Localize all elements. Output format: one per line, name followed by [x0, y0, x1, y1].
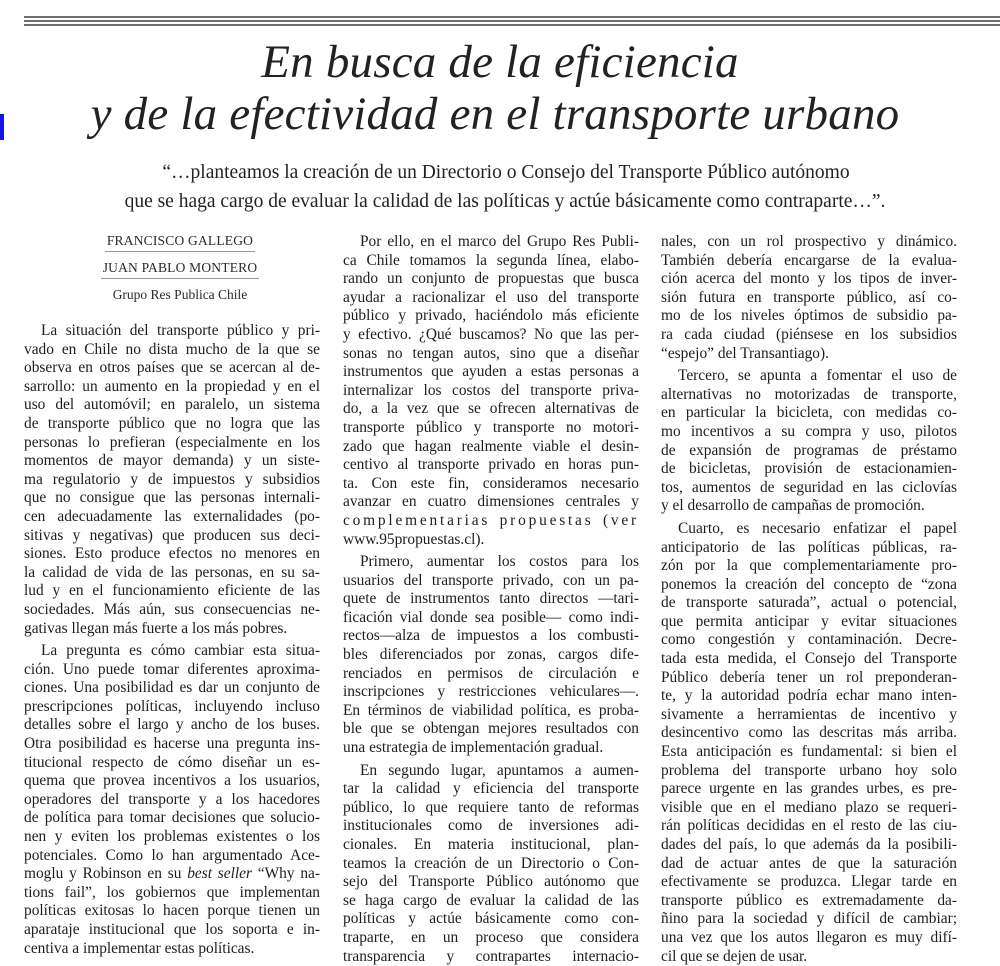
- text-line: políticas y actúe básicamente como con-: [343, 910, 639, 928]
- text-line: operadores del transporte y a los hacedores: [24, 790, 320, 808]
- text-line: sonas no tengan autos, sino que a diseñar: [343, 344, 639, 362]
- text-line: de expansión de programas de préstamo: [661, 441, 957, 459]
- header-rules: [24, 16, 1000, 28]
- text-line: de política para tomar decisiones que solucio-: [24, 809, 320, 827]
- text-line: la calidad de vida de las personas, en su sa-: [24, 563, 320, 581]
- text-line: mo de los niveles óptimos de subsidio pa-: [661, 307, 957, 325]
- text-line: aparataje institucional que los soporta e in-: [24, 921, 320, 938]
- text-line: internalizar los costos del transporte priva-: [343, 381, 639, 399]
- pull-quote-line-2: que se haga cargo de evaluar la calidad de las políticas y actúe básicamente como contraparte…”.: [124, 191, 886, 212]
- italic-book-term: best seller: [187, 865, 252, 883]
- text-line: transporte público es extremadamente da-: [661, 891, 957, 909]
- text-line: dades del país, lo que además da la posibili-: [661, 836, 957, 853]
- text-line: Esta anticipación es fundamental: si bien el: [661, 743, 957, 761]
- text-line: ma regulatorio y de impuestos y subsidios: [24, 470, 320, 488]
- text-line: instrumentos que ayuden a estas personas a: [343, 363, 639, 381]
- title-line-2: y de la efectividad en el transporte urbano: [90, 88, 900, 140]
- rule-line: [24, 20, 1000, 22]
- text-line: sociedades. Más aún, sus consecuencias ne-: [24, 600, 320, 618]
- byline: [30, 233, 330, 303]
- text-line: centiva a implementar estas políticas.: [24, 939, 255, 957]
- text-line: uso del automóvil; en paralelo, un sistema: [24, 396, 320, 414]
- text-line: que no consigue que las personas internali-: [24, 489, 320, 507]
- text-line: sión futura en transporte público, así co-: [661, 288, 957, 306]
- text-line: ra cada ciudad (piénsese en los subsidios: [661, 325, 957, 343]
- text-line: momentos de mayor demanda) y un siste-: [24, 452, 320, 470]
- text-line: ponemos la creación del concepto de “zona: [661, 575, 957, 593]
- text-line: transporte público y transporte no motori-: [343, 418, 639, 436]
- text-line: público, lo que requiere tanto de reformas: [343, 798, 639, 816]
- text-line: rán políticas decididas en el resto de las ciu-: [661, 817, 957, 835]
- text-line: [24, 865, 320, 884]
- text-line: complementarias propuestas (ver: [343, 511, 639, 529]
- text-line: prescripciones políticas, incluyendo incluso: [24, 697, 320, 715]
- text-line: Otra posibilidad es hacerse una pregunta ins-: [24, 735, 320, 753]
- text-line: quete de instrumentos tanto directos —tari-: [343, 590, 639, 608]
- text-line: siones. Esto produce efectos no menores en: [24, 545, 320, 563]
- text-line: una estrategia de implementación gradual.: [343, 739, 604, 757]
- author-name: JUAN PABLO MONTERO: [101, 260, 260, 279]
- text-line: que permita anticipar y evitar situaciones: [661, 612, 957, 630]
- rule-line: [24, 24, 1000, 26]
- text-line: de transporte público que no logra que las: [24, 414, 320, 432]
- author-affiliation: Grupo Res Publica Chile: [112, 287, 248, 302]
- text-line: ta. Con este fin, consideramos necesario: [343, 474, 639, 492]
- text-line: rando un conjunto de propuestas que busca: [343, 270, 639, 288]
- text-line: y el desarrollo de campañas de promoción.: [661, 497, 925, 515]
- text-line: personas lo prefieran (especialmente en los: [24, 433, 320, 451]
- text-line: inscripciones y restricciones vehiculares—.: [343, 683, 639, 701]
- text-line: titucional respecto de cómo diseñar un es-: [24, 753, 320, 771]
- text-line: alternativas no motorizadas de transporte,: [661, 385, 957, 403]
- text-line: efectivamente se produzca. Llegar tarde en: [661, 873, 957, 891]
- article-title: [0, 36, 1000, 140]
- text-line: quema que provea incentivos a los usuarios,: [24, 772, 320, 790]
- text-line: transparencia y contrapartes internacio-: [343, 947, 639, 965]
- text-line: Primero, aumentar los costos para los: [360, 553, 639, 571]
- text-line: visible que en el mediano plazo se requeri-: [661, 798, 957, 816]
- text-line: en particular la bicicleta, con medidas co-: [661, 404, 957, 422]
- text-line: bles diferenciados por zonas, cargos dife-: [343, 646, 639, 664]
- text-line: zón por la que complementariamente pro-: [661, 557, 957, 575]
- text-line: te, y la autoridad podría echar mano inten-: [661, 687, 957, 705]
- text-line: políticas exitosas lo hacen porque tienen un: [24, 902, 320, 920]
- text-line: gativas llegan más fuerte a los más pobres.: [24, 619, 288, 637]
- text-line: cionales. En materia institucional, plan-: [343, 836, 639, 853]
- text-line: teamos la creación de un Directorio o Con-: [343, 854, 639, 872]
- text-line: parece urgente en las grandes urbes, es pre-: [661, 780, 957, 798]
- text-line: problema del transporte urbano hoy solo: [661, 761, 957, 779]
- text-line: “espejo” del Transantiago).: [661, 344, 829, 362]
- text-line: de bicicletas, provisión de estacionamien-: [661, 460, 957, 478]
- article-column-2: [343, 233, 639, 966]
- text-line: y efectivo. ¿Qué buscamos? No que las per-: [343, 325, 639, 343]
- text-line: Público debería tener un rol preponderan-: [661, 668, 957, 686]
- pull-quote: [0, 158, 1000, 216]
- text-line: una vez que los autos llegaron es muy difí-: [661, 928, 957, 946]
- text-line: sarrollo: un aumento en la propiedad y en el: [24, 377, 320, 395]
- text-line: ción. Uno puede tomar diferentes aproxima-: [24, 660, 320, 678]
- text-line: ble que se obtengan mejores resultados con: [343, 720, 639, 738]
- text-line: usuarios del transporte privado, con un pa-: [343, 571, 639, 589]
- text-line: ca Chile tomamos la segunda línea, elabo-: [343, 251, 639, 269]
- text-line: tada esta medida, el Consejo del Transporte: [661, 650, 957, 668]
- text-line: Tercero, se apunta a fomentar el uso de: [678, 367, 957, 385]
- text-line: traparte, en un proceso que considera: [343, 928, 639, 946]
- text-line: cen adecuadamente las externalidades (po-: [24, 507, 320, 525]
- author-name: FRANCISCO GALLEGO: [105, 233, 255, 252]
- text-line: zado que hagan realmente viable el desin-: [343, 437, 639, 455]
- text-line: Cuarto, es necesario enfatizar el papel: [678, 519, 957, 537]
- text-line: sivamente a herramientas de incentivo y: [661, 705, 957, 723]
- article-column-3: [661, 233, 957, 966]
- text-line: cil que se dejen de usar.: [661, 947, 808, 965]
- article-column-1: [24, 322, 320, 958]
- text-line: observa en otros países que se acercan al de-: [24, 359, 320, 377]
- text-line: En términos de viabilidad política, es proba-: [343, 701, 639, 719]
- text-line: público y privado, haciéndolo más eficiente: [343, 307, 639, 325]
- text-line: ciones. Una posibilidad es dar un conjunto de: [24, 679, 320, 697]
- text-line: mo incentivos a su compra y uso, pilotos: [661, 422, 957, 440]
- text-line: La situación del transporte público y pri-: [41, 322, 320, 339]
- text-line: ñino para la sociedad y difícil de cambiar;: [661, 910, 957, 928]
- text-line: La pregunta es cómo cambiar esta situa-: [41, 642, 320, 660]
- text-line: tar la calidad y eficiencia del transporte: [343, 780, 639, 798]
- text-line: nen y eviten los problemas existentes o los: [24, 828, 320, 846]
- text-line: rectos—alza de impuestos a los combusti-: [343, 627, 639, 645]
- text-line: ayudar a racionalizar el uso del transporte: [343, 288, 639, 306]
- text-line: renciados en permisos de circulación e: [343, 664, 639, 682]
- rule-line: [24, 16, 1000, 18]
- text-line: vado en Chile no dista mucho de la que se: [24, 340, 320, 358]
- text-line: anticipatorio de las políticas públicas, ra-: [661, 538, 957, 556]
- pull-quote-line-1: “…planteamos la creación de un Directorio o Consejo del Transporte Público autónomo: [162, 162, 850, 183]
- text-line: de transporte saturada”, actual o potencial,: [661, 594, 957, 612]
- text-line: do, a la vez que se ofrecen alternativas de: [343, 400, 639, 418]
- text-line: También debería encargarse de la evalua-: [661, 251, 957, 269]
- text-line: potenciales. Como lo han argumentado Ace-: [24, 846, 320, 864]
- text-line: sejo del Transporte Público autónomo que: [343, 873, 639, 891]
- text-line: En segundo lugar, apuntamos a aumen-: [360, 761, 639, 779]
- text-line: dad de actuar antes de que la saturación: [661, 854, 957, 872]
- text-line: tos, aumentos de seguridad en las ciclovías: [661, 478, 957, 496]
- text-line: sitivas y negativas) que producen sus deci-: [24, 526, 320, 544]
- text-line: se haga cargo de evaluar la calidad de las: [343, 891, 639, 909]
- text-line: ción acerca del monto y los tipos de inver-: [661, 270, 957, 288]
- text-line: ficación vial donde sea posible— como indi-: [343, 608, 639, 626]
- text-line: desincentivo como las descritas más arriba.: [661, 724, 957, 742]
- text-line: tions fail”, los gobiernos que implementan: [24, 883, 320, 901]
- text-fragment: moglu y Robinson en su: [24, 865, 188, 883]
- text-line: Por ello, en el marco del Grupo Res Publi-: [360, 233, 639, 250]
- text-line: detalles sobre el largo y ancho de los buses.: [24, 716, 320, 734]
- text-line: nales, con un rol prospectivo y dinámico.: [661, 233, 957, 250]
- text-fragment: “Why na-: [251, 865, 320, 883]
- text-line: lud y en el funcionamiento eficiente de las: [24, 582, 320, 600]
- text-line: centivo al transporte privado en horas pun-: [343, 456, 639, 474]
- text-line: institucionales como de inversiones adi-: [343, 817, 639, 835]
- title-line-1: En busca de la eficiencia: [261, 36, 739, 88]
- text-line: avanzar en cuatro dimensiones centrales y: [343, 493, 639, 511]
- text-line: como congestión y contaminación. Decre-: [661, 631, 957, 649]
- website-link[interactable]: www.95propuestas.cl).: [343, 530, 485, 548]
